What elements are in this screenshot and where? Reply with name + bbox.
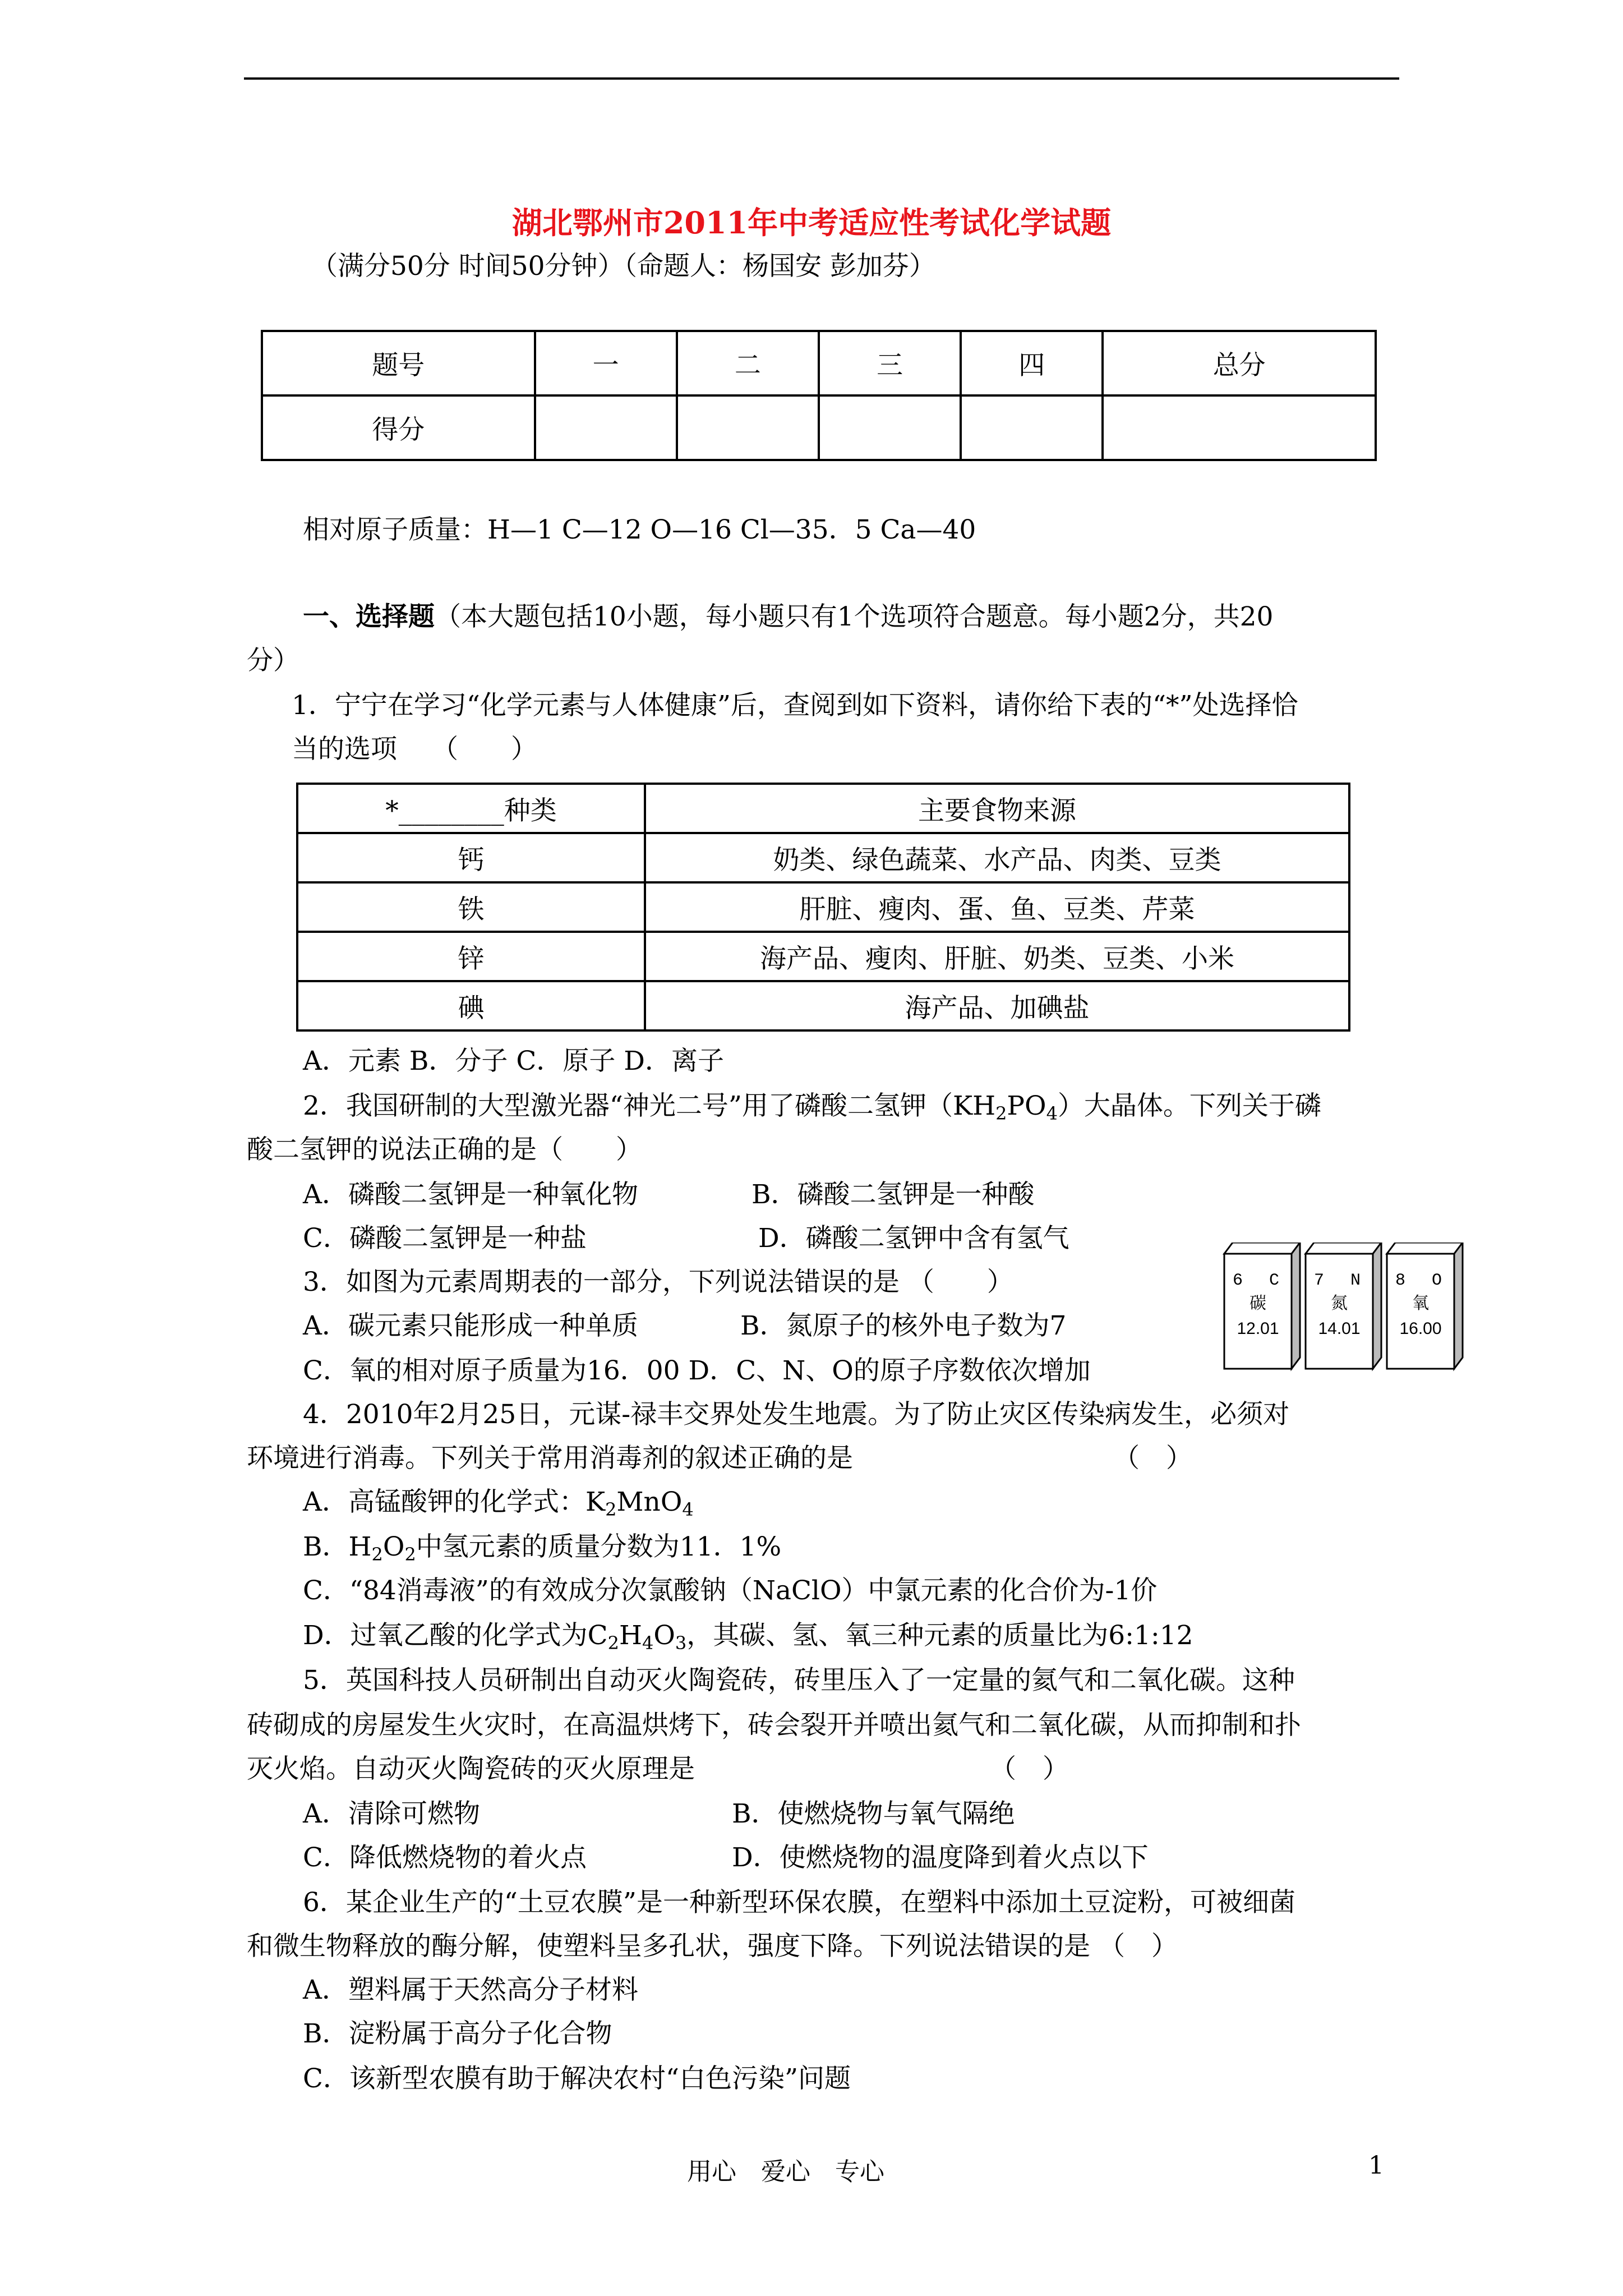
- subscript: 2: [605, 1499, 617, 1520]
- q5-stem: 5．英国科技人员研制出自动灭火陶瓷砖，砖里压入了一定量的氦气和二氧化碳。这种: [303, 1665, 1295, 1696]
- option-text: H: [619, 1620, 643, 1651]
- subscript: 2: [995, 1103, 1007, 1124]
- option-text: D．过氧乙酸的化学式为C: [303, 1620, 608, 1651]
- subscript: 3: [675, 1632, 687, 1654]
- q4-option-c: C．“84消毒液”的有效成分次氯酸钠（NaClO）中氯元素的化合价为-1价: [303, 1575, 1158, 1606]
- q6-stem: 6．某企业生产的“土豆农膜”是一种新型环保农膜，在塑料中添加土豆淀粉，可被细菌: [303, 1887, 1295, 1918]
- subscript: 4: [682, 1499, 694, 1520]
- q2-stem-part: 2．我国研制的大型激光器“神光二号”用了磷酸二氢钾（KH: [303, 1091, 996, 1121]
- score-input-cell[interactable]: [961, 395, 1103, 460]
- score-header-cell: 四: [961, 331, 1103, 395]
- element-mass: 12.01: [1237, 1319, 1279, 1338]
- score-header-cell: 一: [535, 331, 677, 395]
- q3-option-b: B．氮原子的核外电子数为7: [740, 1310, 1067, 1341]
- element-cell-carbon: [1224, 1243, 1300, 1369]
- nutrient-header-right: 主要食物来源: [645, 784, 1349, 833]
- q1-stem: 1．宁宁在学习“化学元素与人体健康”后，查阅到如下资料，请你给下表的“*”处选择恰: [292, 690, 1298, 721]
- q4-stem: 4．2010年2月25日，元谋-禄丰交界处发生地震。为了防止灾区传染病发生，必须对: [303, 1399, 1290, 1430]
- q5-stem-cont: 砖砌成的房屋发生火灾时，在高温烘烤下，砖会裂开并喷出氦气和二氧化碳，从而抑制和扑: [247, 1710, 1301, 1741]
- q5-stem-cont2: 灭火焰。自动灭火陶瓷砖的灭火原理是: [247, 1754, 695, 1784]
- score-header-cell: 二: [677, 331, 819, 395]
- score-header-cell: 题号: [262, 331, 535, 395]
- nutrient-name: 碘: [297, 981, 645, 1030]
- q2-option-b: B．磷酸二氢钾是一种酸: [751, 1179, 1035, 1210]
- element-symbol: C: [1269, 1271, 1280, 1290]
- element-cell-nitrogen: [1306, 1243, 1381, 1369]
- q3-options-cd: C．氧的相对原子质量为16．00 D．C、N、O的原子序数依次增加: [303, 1355, 1091, 1386]
- nutrient-sources: 海产品、加碘盐: [645, 981, 1349, 1030]
- score-input-cell[interactable]: [1103, 395, 1376, 460]
- option-text: O: [653, 1620, 675, 1651]
- q3-stem: 3．如图为元素周期表的一部分，下列说法错误的是 （ ）: [303, 1267, 1013, 1297]
- q1-options: A．元素 B．分子 C．原子 D．离子: [303, 1046, 724, 1076]
- element-number: 6: [1233, 1271, 1243, 1290]
- exam-subtitle: （满分50分 时间50分钟）（命题人：杨国安 彭加芬）: [311, 251, 935, 282]
- q2-option-c: C．磷酸二氢钾是一种盐: [303, 1223, 587, 1254]
- option-text: MnO: [616, 1487, 683, 1517]
- footer-motto: 用心 爱心 专心: [687, 2157, 884, 2186]
- nutrient-row: [297, 932, 1349, 981]
- q2-option-a: A．磷酸二氢钾是一种氧化物: [303, 1179, 638, 1210]
- q5-option-a: A．清除可燃物: [303, 1798, 480, 1829]
- q4-option-a: [303, 1485, 694, 1519]
- q6-option-c: C．该新型农膜有助于解决农村“白色污染”问题: [303, 2063, 851, 2094]
- subscript: 4: [642, 1632, 654, 1654]
- q5-option-d: D．使燃烧物的温度降到着火点以下: [732, 1842, 1149, 1873]
- nutrient-name: 锌: [297, 932, 645, 981]
- q5-answer-bracket[interactable]: （ ）: [990, 1754, 1069, 1784]
- section1-desc-cont: 分）: [247, 645, 299, 676]
- q6-option-b: B．淀粉属于高分子化合物: [303, 2018, 612, 2049]
- element-number: 8: [1395, 1271, 1406, 1290]
- score-table: [261, 330, 1377, 461]
- section1-heading: 一、选择题: [303, 601, 435, 632]
- score-header-cell: 总分: [1103, 331, 1376, 395]
- atomic-masses: 相对原子质量：H—1 C—12 O—16 Cl—35．5 Ca—40: [303, 514, 976, 545]
- periodic-table-figure: [1221, 1243, 1468, 1383]
- element-symbol: N: [1350, 1271, 1361, 1290]
- q6-stem-cont: 和微生物释放的酶分解，使塑料呈多孔状，强度下降。下列说法错误的是 （ ）: [247, 1931, 1178, 1962]
- nutrient-header-row: [297, 784, 1349, 833]
- section1-heading-line: [303, 600, 1273, 634]
- subscript: 2: [607, 1632, 620, 1654]
- element-cell-oxygen: [1387, 1243, 1463, 1369]
- q5-option-c: C．降低燃烧物的着火点: [303, 1842, 587, 1873]
- subscript: 2: [371, 1544, 383, 1565]
- element-mass: 14.01: [1318, 1319, 1361, 1338]
- nutrient-name: 铁: [297, 882, 645, 932]
- nutrient-name: 钙: [297, 833, 645, 882]
- option-text: ，其碳、氢、氧三种元素的质量比为6:1:12: [686, 1620, 1193, 1651]
- subscript: 4: [1046, 1103, 1058, 1124]
- q4-stem-cont: 环境进行消毒。下列关于常用消毒剂的叙述正确的是: [247, 1443, 853, 1474]
- element-name: 氧: [1412, 1294, 1429, 1313]
- element-symbol: O: [1432, 1271, 1442, 1290]
- option-text: A．高锰酸钾的化学式：K: [303, 1487, 606, 1517]
- nutrient-row: [297, 981, 1349, 1030]
- q3-option-a: A．碳元素只能形成一种单质: [303, 1310, 638, 1341]
- score-table-header-row: [262, 331, 1376, 395]
- element-name: 碳: [1249, 1294, 1266, 1313]
- score-input-cell[interactable]: [535, 395, 677, 460]
- nutrient-header-left: *________种类: [297, 784, 645, 833]
- q2-stem: [303, 1089, 1321, 1123]
- q4-option-b: [303, 1530, 781, 1564]
- nutrient-sources: 肝脏、瘦肉、蛋、鱼、豆类、芹菜: [645, 882, 1349, 932]
- score-input-cell[interactable]: [819, 395, 961, 460]
- subscript: 2: [404, 1544, 416, 1565]
- element-number: 7: [1314, 1271, 1325, 1290]
- q2-stem-part: PO: [1007, 1091, 1046, 1121]
- q4-option-d: [303, 1619, 1193, 1653]
- q2-stem-cont: 酸二氢钾的说法正确的是（ ）: [247, 1134, 642, 1165]
- option-text: O: [382, 1531, 405, 1562]
- score-header-cell: 三: [819, 331, 961, 395]
- nutrient-table: [296, 783, 1350, 1032]
- q1-stem-cont: 当的选项 （ ）: [292, 734, 537, 765]
- q5-option-b: B．使燃烧物与氧气隔绝: [732, 1798, 1015, 1829]
- nutrient-row: [297, 882, 1349, 932]
- exam-title: 湖北鄂州市2011年中考适应性考试化学试题: [511, 205, 1112, 241]
- section1-desc: （本大题包括10小题，每小题只有1个选项符合题意。每小题2分，共20: [435, 601, 1274, 632]
- option-text: 中氢元素的质量分数为11．1%: [416, 1531, 782, 1562]
- element-mass: 16.00: [1399, 1319, 1442, 1338]
- score-input-cell[interactable]: [677, 395, 819, 460]
- q2-stem-part: ）大晶体。下列关于磷: [1057, 1091, 1321, 1121]
- element-name: 氮: [1331, 1294, 1348, 1313]
- q6-option-a: A．塑料属于天然高分子材料: [303, 1975, 638, 2005]
- q2-option-d: D．磷酸二氢钾中含有氢气: [758, 1223, 1069, 1254]
- score-row-label: 得分: [262, 395, 535, 460]
- header-rule: [244, 77, 1399, 80]
- page-number: 1: [1368, 2151, 1384, 2180]
- nutrient-sources: 奶类、绿色蔬菜、水产品、肉类、豆类: [645, 833, 1349, 882]
- score-table-score-row: [262, 395, 1376, 460]
- nutrient-row: [297, 833, 1349, 882]
- q4-answer-bracket[interactable]: （ ）: [1113, 1443, 1192, 1474]
- nutrient-sources: 海产品、瘦肉、肝脏、奶类、豆类、小米: [645, 932, 1349, 981]
- option-text: B．H: [303, 1531, 372, 1562]
